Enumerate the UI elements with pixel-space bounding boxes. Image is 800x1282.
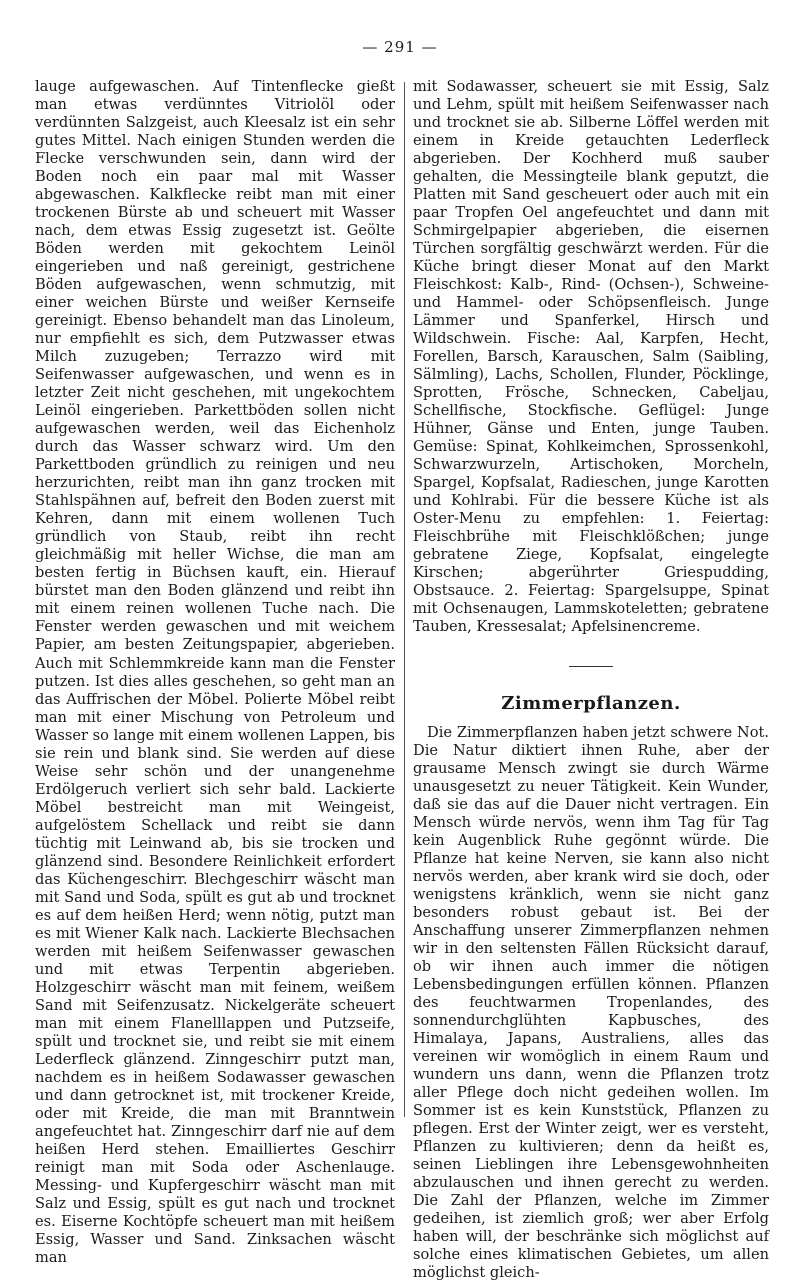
right-column-text-top: mit Sodawasser, scheuert sie mit Essig, Salz und Lehm, spült mit heißem Seifenwasser nach und trocknet sie ab. Silberne Löffel werden mit einem in Kreide getauchten Lederfleck abgerieben. Der Kochherd muß sauber gehalten, die Messingteile blank geputzt, die Platten mit Sand gescheuert oder auch mit ein paar Tropfen Oel angefeuchtet und dann mit Schmirgelpapier abgerieben, die eisernen Türchen sorgfältig geschwärzt werden. Für die Küche bringt dieser Monat auf den Markt Fleischkost: Kalb-, Rind- (Ochsen-), Schweine- und Hammel- oder Schöpsenfleisch. Junge Lämmer und Spanferkel, Hirsch und Wildschwein. Fische: Aal, Karpfen, Hecht, Forellen, Barsch, Karauschen, Salm (Saibling, Sälmling), Lachs, Schollen, Flunder, Pöcklinge, Sprotten, Frösche, Schnecken, Cabeljau, Schellfische, Stockfische. Geflügel: Junge Hühner, Gänse und Enten, junge Tauben. Gemüse: Spinat, Kohlkeimchen, Sprossenkohl, Schwarzwurzeln, Artischoken, Morcheln, Spargel, Kopfsalat, Radieschen, junge Karotten und Kohlrabi. Für die bessere Küche ist als Oster-Menu zu empfehlen: 1. Feiertag: Fleischbrühe mit Fleischklößchen; junge gebratene Ziege, Kopfsalat, eingelegte Kirschen; abgerührter Griespudding, Obstsauce. 2. Feiertag: Spargelsuppe, Spinat mit Ochsenaugen, Lammskoteletten; gebratene Tauben, Kressesalat; Apfelsinencreme. xyxy=(413,78,769,636)
page-number: — 291 — xyxy=(362,38,438,56)
right-column-text-bottom: Die Zimmerpflanzen haben jetzt schwere Not. Die Natur diktiert ihnen Ruhe, aber der grausame Mensch zwingt sie durch Wärme unausgesetzt zu neuer Tätigkeit. Kein Wunder, daß sie das auf die Dauer nicht vertragen. Ein Mensch würde nervös, wenn ihm Tag für Tag kein Augenblick Ruhe gegönnt würde. Die Pflanze hat keine Nerven, sie kann also nicht nervös werden, aber krank wird sie doch, oder wenigstens kränklich, wenn sie nicht ganz besonders robust gebaut ist. Bei der Anschaffung unserer Zimmerpflanzen nehmen wir in den seltensten Fällen Rücksicht darauf, ob wir ihnen auch immer die nötigen Lebensbedingungen erfüllen können. Pflanzen des feuchtwarmen Tropenlandes, des sonnendurchglühten Kapbusches, des Himalaya, Japans, Australiens, alles das vereinen wir womöglich in einem Raum und wundern uns dann, wenn die Pflanzen trotz aller Pflege doch nicht gedeihen wollen. Im Sommer ist es kein Kunststück, Pflanzen zu pflegen. Erst der Winter zeigt, wer es versteht, Pflanzen zu kultivieren; denn da heißt es, seinen Lieblingen ihre Lebensgewohnheiten abzulauschen und ihnen gerecht zu werden. Die Zahl der Pflanzen, welche im Zimmer gedeihen, ist ziemlich groß; wer aber Erfolg haben will, der beschränke sich möglichst auf solche eines klimatischen Gebietes, um allen möglichst gleich- xyxy=(413,723,769,1281)
left-column xyxy=(35,78,395,1267)
section-heading: Zimmerpflanzen. xyxy=(501,693,681,715)
section-separator xyxy=(569,666,613,667)
column-divider xyxy=(404,82,405,1117)
left-column-text: lauge aufgewaschen. Auf Tintenflecke gießt man etwas verdünntes Vitriolöl oder verdünnten Salzgeist, auch Kleesalz ist ein sehr gutes Mittel. Nach einigen Stunden werden die Flecke verschwunden sein, dann wird der Boden noch ein paar mal mit Wasser abgewaschen. Kalkflecke reibt man mit einer trockenen Bürste ab und scheuert mit Wasser nach, dem etwas Essig zugesetzt ist. Geölte Böden werden mit gekochtem Leinöl eingerieben und naß gereinigt, gestrichene Böden aufgewaschen, wenn schmutzig, mit einer weichen Bürste und weißer Kernseife gereinigt. Ebenso behandelt man das Linoleum, nur empfiehlt es sich, dem Putzwasser etwas Milch zuzugeben; Terrazzo wird mit Seifenwasser aufgewaschen, und wenn es in letzter Zeit nicht geschehen, mit ungekochtem Leinöl eingerieben. Parkettböden sollen nicht aufgewaschen werden, weil das Eichenholz durch das Wasser schwarz wird. Um den Parkettboden gründlich zu reinigen und neu herzurichten, reibt man ihn ganz trocken mit Stahlspähnen auf, befreit den Boden zuerst mit Kehren, dann mit einem wollenen Tuch gründlich von Staub, reibt ihn recht gleichmäßig mit heller Wichse, die man am besten fertig in Büchsen kauft, ein. Hierauf bürstet man den Boden glänzend und reibt ihn mit einem reinen wollenen Tuche nach. Die Fenster werden gewaschen und mit weichem Papier, am besten Zeitungspapier, abgerieben. Auch mit Schlemmkreide kann man die Fenster putzen. Ist dies alles geschehen, so geht man an das Auffrischen der Möbel. Polierte Möbel reibt man mit einer Mischung von Petroleum und Wasser so lange mit einem wollenen Lappen, bis sie rein und blank sind. Sie werden auf diese Weise sehr schön und der unangenehme Erdölgeruch verliert sich sehr bald. Lackierte Möbel bestreicht man mit Weingeist, aufgelöstem Schellack und reibt sie dann tüchtig mit Leinwand ab, bis sie trocken und glänzend sind. Besondere Reinlichkeit erfordert das Küchengeschirr. Blechgeschirr wäscht man mit Sand und Soda, spült es gut ab und trocknet es auf dem heißen Herd; wenn nötig, putzt man es mit Wiener Kalk nach. Lackierte Blechsachen werden mit heißem Seifenwasser gewaschen und mit etwas Terpentin abgerieben. Holzgeschirr wäscht man mit feinem, weißem Sand mit Seifenzusatz. Nickelgeräte scheuert man mit einem Flanelllappen und Putzseife, spült und trocknet sie, und reibt sie mit einem Lederfleck glänzend. Zinngeschirr putzt man, nachdem es in heißem Sodawasser gewaschen und dann getrocknet ist, mit trockener Kreide, oder mit Kreide, die man mit Branntwein angefeuchtet hat. Zinngeschirr darf nie auf dem heißen Herd stehen. Emailliertes Geschirr reinigt man mit Soda oder Aschenlauge. Messing- und Kupfergeschirr wäscht man mit Salz und Essig, spült es gut nach und trocknet es. Eiserne Kochtöpfe scheuert man mit heißem Essig, Wasser und Sand. Zinksachen wäscht man xyxy=(35,78,395,1267)
right-column xyxy=(413,78,769,1282)
